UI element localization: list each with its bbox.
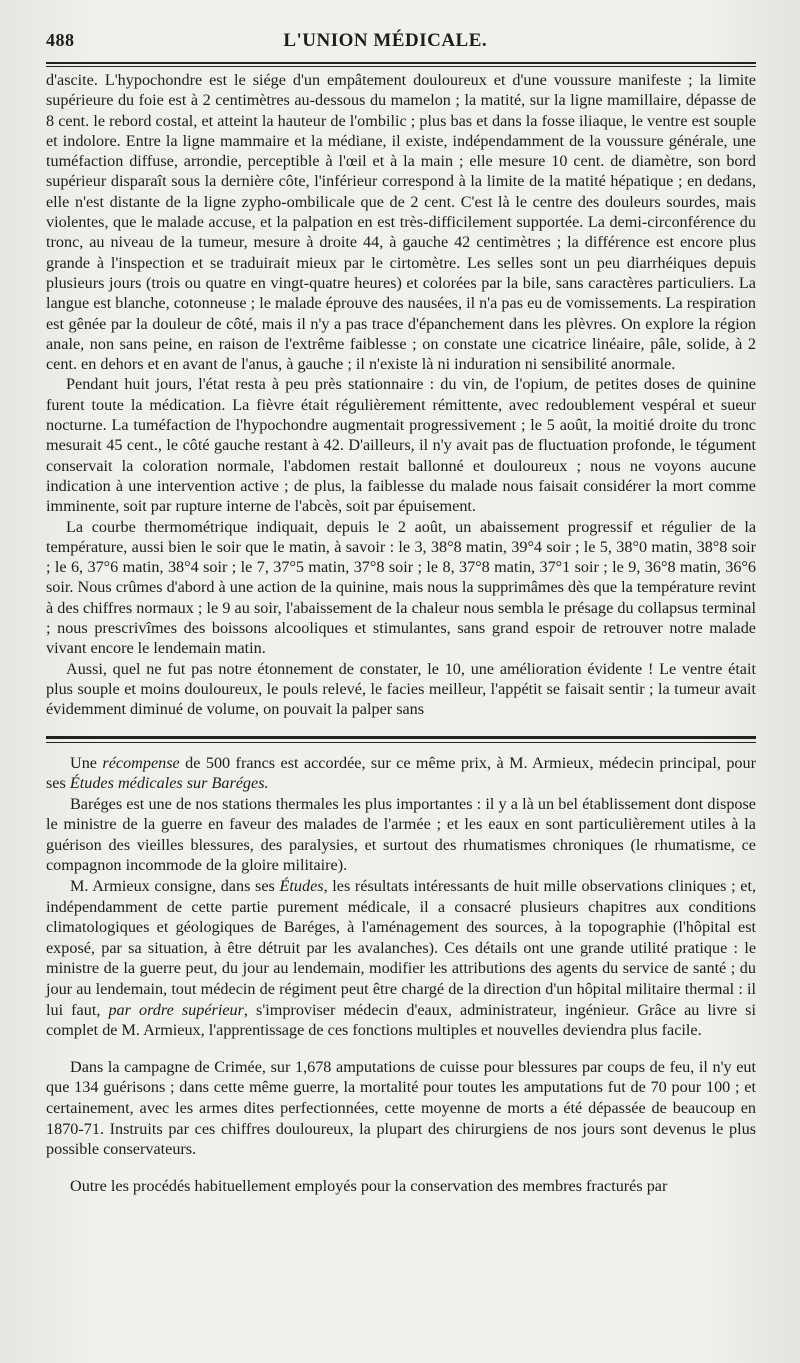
running-head [46, 30, 756, 52]
article-paragraph-1: d'ascite. L'hypochondre est le siége d'un empâtement douloureux et d'une voussure manifeste ; la limite supérieure du foie est à 2 centimètres au-dessous du mamelon ; la matité, sur la ligne mamillaire, dépasse de 8 cent. le rebord costal, et atteint la hauteur de l'ombilic ; plus bas et dans la fosse iliaque, le ventre est souple et indolore. Entre la ligne mammaire et la médiane, il existe, indépendamment de la voussure générale, une tuméfaction diffuse, arrondie, perceptible à l'œil et à la main ; elle mesure 10 cent. de diamètre, son bord supérieur disparaît sous la dernière côte, l'inférieur correspond à la limite de la matité hépatique ; en dedans, elle n'est distante de la ligne zypho-ombilicale que de 2 cent. C'est là le centre des douleurs sourdes, mais violentes, que le malade accuse, et la palpation en est très-difficilement supportée. La demi-circonférence du tronc, au niveau de la tumeur, mesure à droite 44, à gauche 42 centimètres ; la différence est encore plus grande à l'inspection et se traduirait mieux par le cirtomètre. Les selles sont un peu diarrhéiques depuis plusieurs jours (trois ou quatre en vingt-quatre heures) et colorées par la bile, sans caractères particuliers. La langue est blanche, cotonneuse ; le malade éprouve des nausées, il n'a pas eu de vomissements. La respiration est gênée par la douleur de côté, mais il n'y a pas trace d'épanchement dans les plèvres. On explore la région anale, non sans peine, en raison de l'extrême faiblesse ; on constate une cicatrice linéaire, pâle, solide, à 2 cent. en dehors et en avant de l'anus, à gauche ; il n'existe là ni induration ni sensibilité anormale. [46, 71, 756, 374]
article-body [46, 70, 756, 720]
text-run: M. Armieux consigne, dans ses [70, 877, 280, 896]
feuilleton-paragraph-3 [46, 876, 756, 1041]
text-run: , s'improviser médecin d'eaux, administrateur, ingénieur. Grâce au livre si complet de M. Armieux, l'apprentissage de ces fonctions multiples et nouvelles deviendra plus facile. [46, 1000, 756, 1040]
text-run: de 500 francs est accordée, sur ce même prix, à M. Armieux, médecin principal, pour ses [46, 753, 756, 793]
article-paragraph-4: Aussi, quel ne fut pas notre étonnement de constater, le 10, une amélioration évidente ! Le ventre était plus souple et moins douloureux, le pouls relevé, le facies meilleur, l'appétit se faisait sentir ; la tumeur avait évidemment diminué de volume, on pouvait la palper sans [46, 659, 756, 719]
feuilleton-paragraph-5: Outre les procédés habituellement employés pour la conservation des membres fracturés par [70, 1176, 668, 1195]
feuilleton-separator [46, 736, 756, 743]
emphasis-text: Études [279, 877, 324, 896]
feuilleton-body [46, 753, 756, 1197]
feuilleton-paragraph-4: Dans la campagne de Crimée, sur 1,678 amputations de cuisse pour blessures par coups de feu, il n'y eut que 134 guérisons ; dans cette même guerre, la mortalité pour toutes les amputations fut de 70 pour 100 ; et certainement, avec les armes dites perfectionnées, cette moyenne de morts a été dépassée de beaucoup en 1870-71. Instruits par ces chiffres douloureux, la plupart des chirurgiens de nos jours sont devenus le plus possible conservateurs. [46, 1057, 756, 1159]
feuilleton-paragraph-2: Baréges est une de nos stations thermales les plus importantes : il y a là un bel établissement dont dispose le ministre de la guerre en faveur des malades de l'armée ; et les eaux en sont particulièrement utiles à la guérison des vieilles blessures, des paralysies, et surtout des rhumatismes chroniques (le rhumatisme, ce compagnon incommode de la gloire militaire). [46, 794, 756, 875]
feuilleton-paragraph-1 [46, 753, 756, 794]
journal-title: L'UNION MÉDICALE. [283, 30, 488, 51]
text-run: Une [70, 753, 103, 772]
book-title: Études médicales sur Baréges. [69, 774, 269, 793]
header-rule [46, 62, 756, 67]
article-paragraph-3: La courbe thermométrique indiquait, depuis le 2 août, un abaissement progressif et régulier de la température, aussi bien le soir que le matin, à savoir : le 3, 38°8 matin, 39°4 soir ; le 5, 38°0 matin, 38°8 soir ; le 6, 37°6 matin, 38°4 soir ; le 7, 37°5 matin, 37°8 soir ; le 8, 37°8 matin, 37°1 soir ; le 9, 36°8 matin, 36°6 soir. Nous crûmes d'abord à une action de la quinine, mais nous la supprimâmes dès que la température revint à des chiffres normaux ; le 9 au soir, l'abaissement de la chaleur nous sembla le présage du collapsus terminal ; nous prescrivîmes des boissons alcooliques et stimulantes, sans grand espoir de retrouver notre malade vivant encore le lendemain matin. [46, 517, 756, 658]
emphasis-text: par ordre supérieur [108, 1000, 244, 1019]
text-run: , les résultats intéressants de huit mille observations cliniques ; et, indépendamment de cette partie purement médicale, il a consacré plusieurs chapitres aux conditions climatologiques et géologiques de Baréges, à l'aménagement des sources, à la topographie (l'hôpital est exposé, par sa situation, à être détruit par les avalanches). Ces détails ont une grande utilité pratique : le ministre de la guerre peut, du jour au lendemain, modifier les attributions des agents du service de santé ; du jour au lendemain, tout médecin de régiment peut être chargé de la direction d'un hôpital militaire thermal : il lui faut, [46, 877, 756, 1019]
page-number: 488 [46, 30, 75, 50]
article-paragraph-2: Pendant huit jours, l'état resta à peu près stationnaire : du vin, de l'opium, de petites doses de quinine furent toute la médication. La fièvre était régulièrement rémittente, avec redoublement vespéral et sueur nocturne. La tuméfaction de l'hypochondre augmentait progressivement ; le 5 août, la moitié droite du tronc mesurait 45 cent., le côté gauche restant à 42. D'ailleurs, il n'y avait pas de fluctuation profonde, le tégument conservait la coloration normale, l'abdomen restait ballonné et douloureux ; nous ne voyons aucune indication à une intervention active ; de plus, la faiblesse du malade nous faisait considérer la mort comme imminente, soit par rupture interne de l'abcès, soit par épuisement. [46, 375, 756, 516]
emphasis-text: récompense [102, 753, 180, 772]
